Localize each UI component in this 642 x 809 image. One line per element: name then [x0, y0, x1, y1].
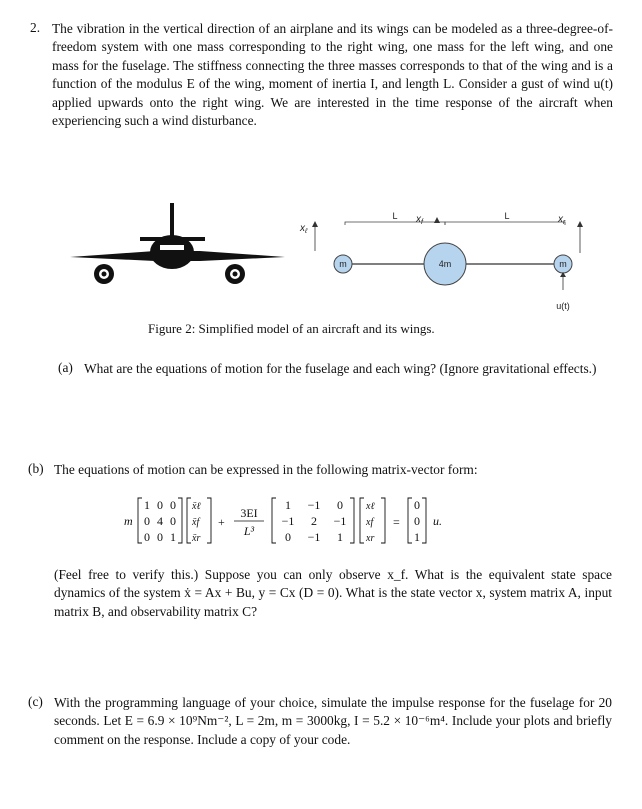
- problem-number: 2.: [30, 20, 41, 35]
- mass-left-label: m: [339, 259, 347, 269]
- svg-text:4: 4: [157, 514, 163, 528]
- part-a-label: (a): [58, 360, 73, 375]
- svg-text:L³: L³: [243, 524, 255, 538]
- mass-center-label: 4m: [438, 259, 452, 269]
- svg-text:0: 0: [414, 498, 420, 512]
- svg-text:0: 0: [170, 514, 176, 528]
- aircraft-figure: [60, 195, 600, 320]
- svg-text:0: 0: [157, 498, 163, 512]
- part-b-label: (b): [28, 461, 44, 476]
- svg-text:ẍr: ẍr: [192, 533, 201, 544]
- problem-intro: The vibration in the vertical direction of an airplane and its wings can be modeled as a three-degree-of-freedom system with one mass corresponding to the right wing, one mass for the left wing, and one mass for the fuselage. The stiffness connecting the three masses corresponds to that of the wing and is a function of the modulus E of the wing, moment of inertia I, and length L. Consider a gust of wind u(t) applied upwards onto the right wing. We are interested in the time response of the aircraft when experiencing such a wind disturbance.: [52, 21, 613, 129]
- svg-text:xℓ: xℓ: [366, 501, 375, 512]
- figure-caption: Figure 2: Simplified model of an aircraft and its wings.: [148, 321, 435, 336]
- svg-text:0: 0: [170, 498, 176, 512]
- xr-label: x: [558, 214, 563, 225]
- svg-text:0: 0: [157, 530, 163, 544]
- svg-text:0: 0: [414, 514, 420, 528]
- svg-text:ẍℓ: ẍℓ: [192, 501, 201, 512]
- svg-text:−1: −1: [307, 498, 321, 512]
- svg-text:−1: −1: [281, 514, 295, 528]
- xl-label: x: [300, 223, 305, 234]
- part-c-label: (c): [28, 694, 43, 709]
- part-a-text: What are the equations of motion for the fuselage and each wing? (Ignore gravitational effects.): [84, 361, 597, 376]
- svg-text:xr: $x_r$: [558, 214, 566, 226]
- svg-text:ẍf: ẍf: [192, 517, 200, 528]
- svg-text:−1: −1: [307, 530, 321, 544]
- svg-text:xr: xr: [366, 533, 375, 544]
- svg-text:xf: xf: [366, 517, 374, 528]
- svg-text:1: 1: [170, 530, 176, 544]
- svg-text:−1: −1: [333, 514, 347, 528]
- svg-text:1: 1: [337, 530, 343, 544]
- xf-label: x: [416, 214, 421, 225]
- svg-text:0: 0: [144, 514, 150, 528]
- mass-right-label: m: [559, 259, 567, 269]
- force-label: u(t): [556, 301, 570, 311]
- svg-text:xf: $x_f$: [416, 214, 423, 226]
- svg-text:1: 1: [285, 498, 291, 512]
- svg-text:=: =: [393, 515, 400, 529]
- svg-text:m: m: [124, 514, 133, 528]
- svg-text:3EI: 3EI: [240, 506, 258, 520]
- svg-text:u.: u.: [433, 514, 442, 528]
- svg-text:+: +: [218, 515, 225, 529]
- matrix-equation: [120, 490, 520, 552]
- airplane-icon: [70, 203, 285, 284]
- length-label-left: L: [392, 211, 398, 221]
- svg-text:1: 1: [144, 498, 150, 512]
- part-b-text: The equations of motion can be expressed in the following matrix-vector form:: [54, 462, 478, 477]
- svg-text:1: 1: [414, 530, 420, 544]
- svg-text:2: 2: [311, 514, 317, 528]
- length-label-right: L: [504, 211, 510, 221]
- svg-text:0: 0: [144, 530, 150, 544]
- svg-text:0: 0: [285, 530, 291, 544]
- part-c-text: With the programming language of your choice, simulate the impulse response for the fuselage for 20 seconds. Let E = 6.9 × 10⁹Nm⁻², L = 2m, m = 3000kg, I = 5.2 × 10⁻⁶m⁴. Include your plots and briefly comment on the response. Include a copy of your code.: [54, 695, 612, 747]
- svg-text:xℓ: $x_\ell$: [300, 223, 308, 235]
- part-b-text2: (Feel free to verify this.) Suppose you can only observe x_f. What is the equivalent state space dynamics of the system ẋ = Ax + Bu, y = Cx (D = 0). What is the state vector x, system matrix A, input matrix B, and observability matrix C?: [54, 567, 612, 619]
- svg-text:0: 0: [337, 498, 343, 512]
